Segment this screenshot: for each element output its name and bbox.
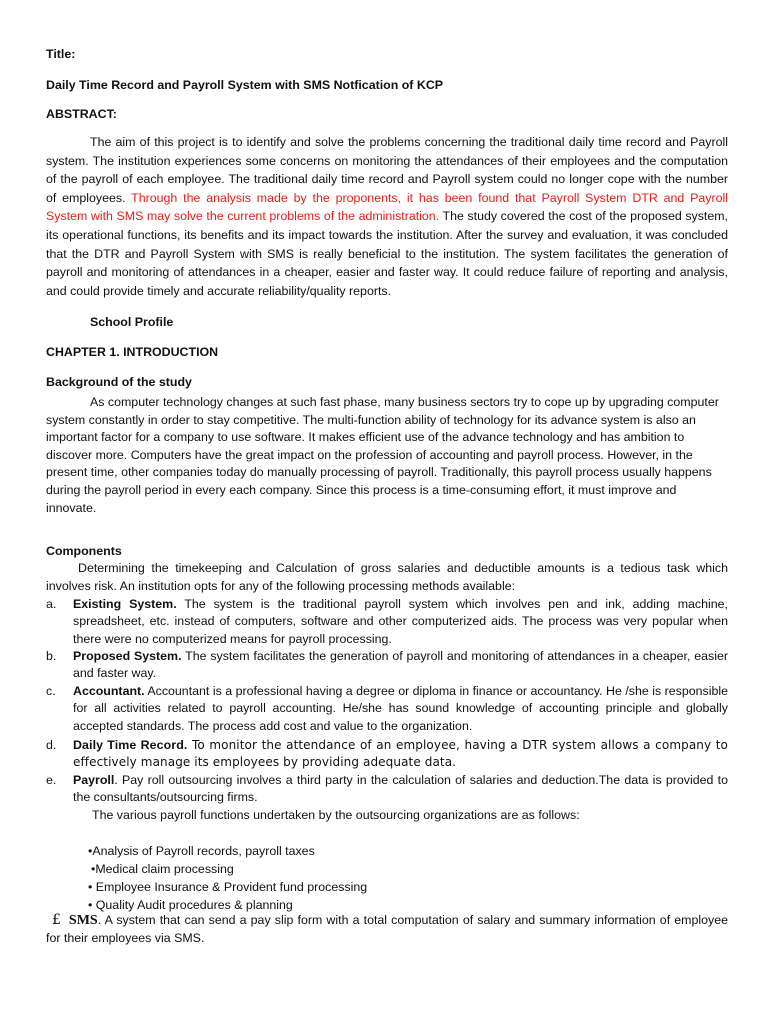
background-paragraph: As computer technology changes at such fast phase, many business sectors try to cope up by upgrading computer system constantly in order to stay competitive. The multi-function ability of technology for its advance system is also an important factor for a company to use software. It makes efficient use of the advance technology and has ambition to discover more. Computers have the great impact on the profession of accounting and payroll process. However, in the present time, other companies today do manually processing of payroll. Traditionally, this payroll process usually happens during the payroll period in every each company. Since this process is a time-consuming effort, it must improve and innovate.	[46, 395, 719, 515]
background-heading: Background of the study	[46, 375, 192, 389]
list-marker: d.	[46, 738, 57, 752]
sms-text: . A system that can send a pay slip form with a total computation of salary and summary information of employee for their employees via SMS.	[46, 913, 728, 945]
sms-marker: £	[52, 912, 61, 928]
list-marker: c.	[46, 684, 56, 698]
list-item-text: Accountant is a professional having a degree or diploma in finance or accountancy. He /she is responsible for all activities related to payroll accounting. He/she has sound knowledge of accounting principle and globally accepted standards. The process add cost and value to the organization.	[73, 684, 728, 733]
list-item-text: The system is the traditional payroll system which involves pen and ink, adding machine, spreadsheet, etc. instead of computers, software and other computerized aids. The process was very popular when there were no computerized means for payroll processing.	[73, 597, 728, 646]
list-item-payroll	[46, 772, 728, 807]
list-item-accountant	[46, 683, 728, 735]
abstract-paragraph	[46, 133, 728, 300]
components-heading: Components	[46, 544, 122, 558]
title-label: Title:	[46, 47, 76, 61]
bullet-item: • Quality Audit procedures & planning	[88, 898, 293, 912]
bullet-item: • Employee Insurance & Provident fund processing	[88, 880, 368, 894]
document-title: Daily Time Record and Payroll System with SMS Notfication of KCP	[46, 78, 444, 92]
bullet-item: •Analysis of Payroll records, payroll taxes	[88, 844, 315, 858]
list-marker: b.	[46, 649, 57, 663]
outsourcing-intro: The various payroll functions undertaken by the outsourcing organizations are as follows:	[92, 808, 580, 822]
list-marker: e.	[46, 773, 57, 787]
list-item-label: Existing System.	[73, 597, 177, 611]
school-profile-heading: School Profile	[90, 315, 174, 329]
abstract-highlight: Through the analysis made by the proponents, it has been found that Payroll System DTR and Payroll System with SMS may solve the current problems of the administration.	[46, 190, 729, 224]
list-item-text: . Pay roll outsourcing involves a third party in the calculation of salaries and deduction.The data is provided to the consultants/outsourcing firms.	[73, 773, 728, 805]
list-item-label: Accountant.	[73, 684, 145, 698]
list-marker: a.	[46, 597, 57, 611]
abstract-text-1: The aim of this project is to identify and solve the problems concerning the traditional daily time record and Payroll system. The institution experiences some concerns on monitoring the attendances of their employees and the computation of the payroll of each employee. The traditional daily time record and Payroll system could no longer cope with the number of employees.	[46, 135, 728, 205]
bullet-item: •Medical claim processing	[91, 862, 234, 876]
sms-label: SMS	[68, 913, 98, 928]
list-item-existing-system	[46, 596, 728, 648]
list-item-label: Daily Time Record.	[73, 738, 188, 752]
list-item-daily-time-record	[46, 737, 728, 772]
abstract-label: ABSTRACT:	[46, 107, 117, 121]
list-item-label: Payroll	[73, 773, 115, 787]
list-item-label: Proposed System.	[73, 649, 182, 663]
list-item-proposed-system	[46, 648, 728, 683]
components-intro: Determining the timekeeping and Calculation of gross salaries and deductible amounts is a tedious task which involves risk. An institution opts for any of the following processing methods available:	[46, 561, 728, 593]
chapter-heading: CHAPTER 1. INTRODUCTION	[46, 345, 219, 359]
list-item-text: To monitor the attendance of an employee, having a DTR system allows a company to effectively manage its employees by providing adequate data.	[73, 738, 728, 770]
sms-item	[46, 912, 728, 947]
abstract-text-2: The study covered the cost of the proposed system, its operational functions, its benefits and its impact towards the institution. After the survey and evaluation, it was concluded that the DTR and Payroll System with SMS is really beneficial to the institution. The system facilitates the generation of payroll and monitoring of attendances in a cheaper, easier and faster way. It could reduce failure of reporting and analysis, and could provide timely and accurate reliability/quality reports.	[46, 209, 728, 298]
list-item-text: The system facilitates the generation of payroll and monitoring of attendances in a cheaper, easier and faster way.	[73, 649, 728, 681]
